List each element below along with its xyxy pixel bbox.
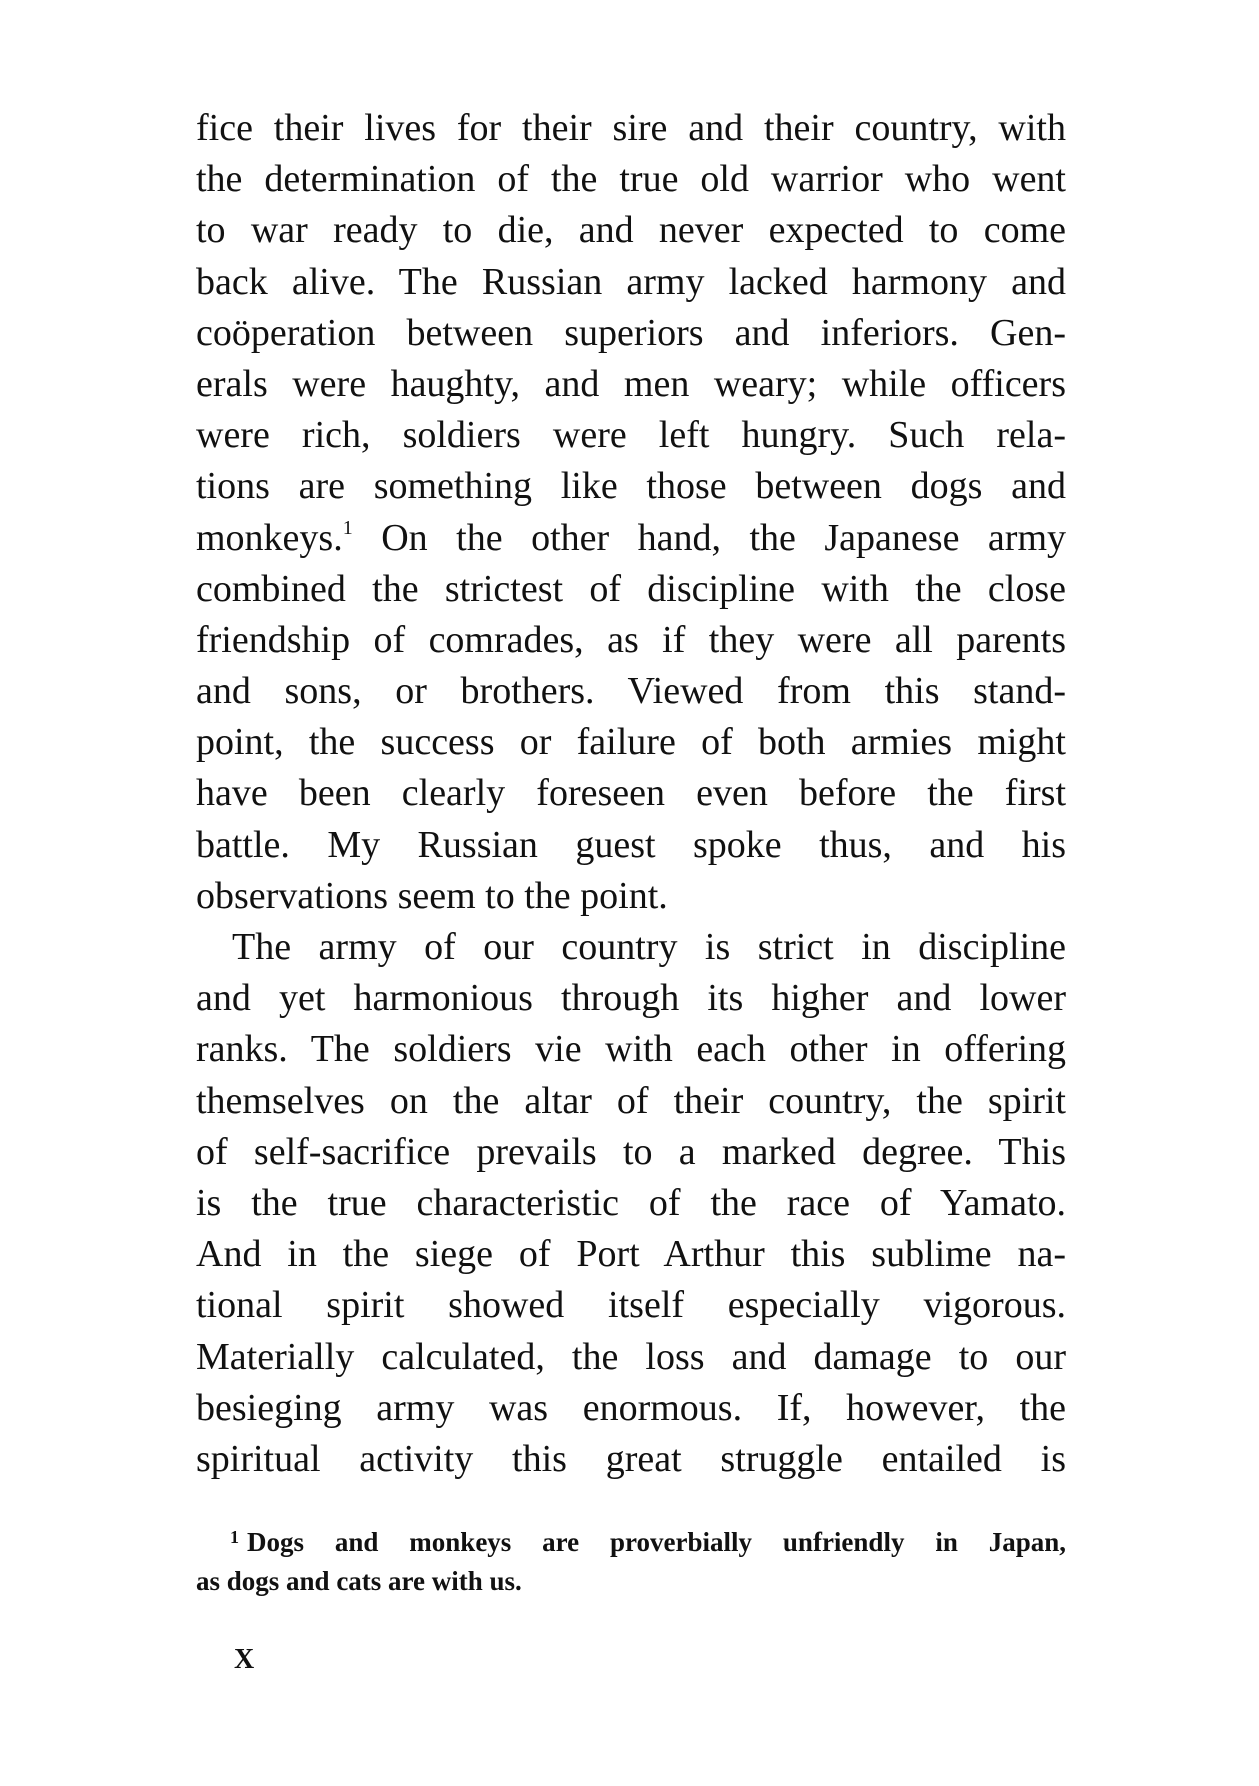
text-line: battle. My Russian guest spoke thus, and his xyxy=(196,823,1066,866)
text-line: Materially calculated, the loss and damage to our xyxy=(196,1335,1066,1378)
footnote-line: as dogs and cats are with us. xyxy=(196,1566,522,1596)
text-line: spiritual activity this great struggle entailed is xyxy=(196,1437,1066,1480)
text-line: the determination of the true old warrior who went xyxy=(196,158,1066,201)
page-body xyxy=(196,103,1066,1485)
footnote-reference: 1 xyxy=(342,516,353,539)
text-line: friendship of comrades, as if they were all parents xyxy=(196,618,1066,661)
text-line: themselves on the altar of their country, the spirit xyxy=(196,1079,1066,1122)
text-fragment: monkeys. xyxy=(196,516,343,559)
footnote xyxy=(196,1523,1066,1601)
text-fragment: On the other hand, the Japanese army xyxy=(381,516,1067,559)
text-line: tions are something like those between dogs and xyxy=(196,465,1066,508)
text-line: tional spirit showed itself especially vigorous. xyxy=(196,1284,1066,1327)
page-signature-mark: X xyxy=(234,1644,255,1675)
text-line: And in the siege of Port Arthur this sublime na- xyxy=(196,1233,1066,1276)
paragraph-end-line: observations seem to the point. xyxy=(196,874,668,917)
footnote-text: Dogs and monkeys are proverbially unfriendly in Japan, xyxy=(247,1527,1066,1557)
text-line: point, the success or failure of both armies might xyxy=(196,721,1066,764)
text-line: and yet harmonious through its higher and lower xyxy=(196,977,1066,1020)
text-line: fice their lives for their sire and their country, with xyxy=(196,107,1066,149)
footnote-line xyxy=(196,1523,1066,1562)
text-line-with-footnote xyxy=(196,513,1066,564)
text-line: of self-sacrifice prevails to a marked degree. This xyxy=(196,1130,1066,1173)
text-line: erals were haughty, and men weary; while officers xyxy=(196,362,1066,405)
footnote-marker: 1 xyxy=(230,1527,239,1547)
text-line: ranks. The soldiers vie with each other in offering xyxy=(196,1028,1066,1071)
text-line: besieging army was enormous. If, however, the xyxy=(196,1386,1066,1429)
text-line: coöperation between superiors and inferiors. Gen- xyxy=(196,311,1066,354)
text-line: have been clearly foreseen even before the first xyxy=(196,772,1066,815)
paragraph-start-line: The army of our country is strict in discipline xyxy=(232,926,1066,968)
text-line: and sons, or brothers. Viewed from this stand- xyxy=(196,670,1066,713)
text-line: were rich, soldiers were left hungry. Such rela- xyxy=(196,414,1066,457)
text-line: is the true characteristic of the race of Yamato. xyxy=(196,1181,1066,1224)
text-line: to war ready to die, and never expected to come xyxy=(196,209,1066,252)
text-line: back alive. The Russian army lacked harmony and xyxy=(196,260,1066,303)
text-line: combined the strictest of discipline with the close xyxy=(196,567,1066,610)
